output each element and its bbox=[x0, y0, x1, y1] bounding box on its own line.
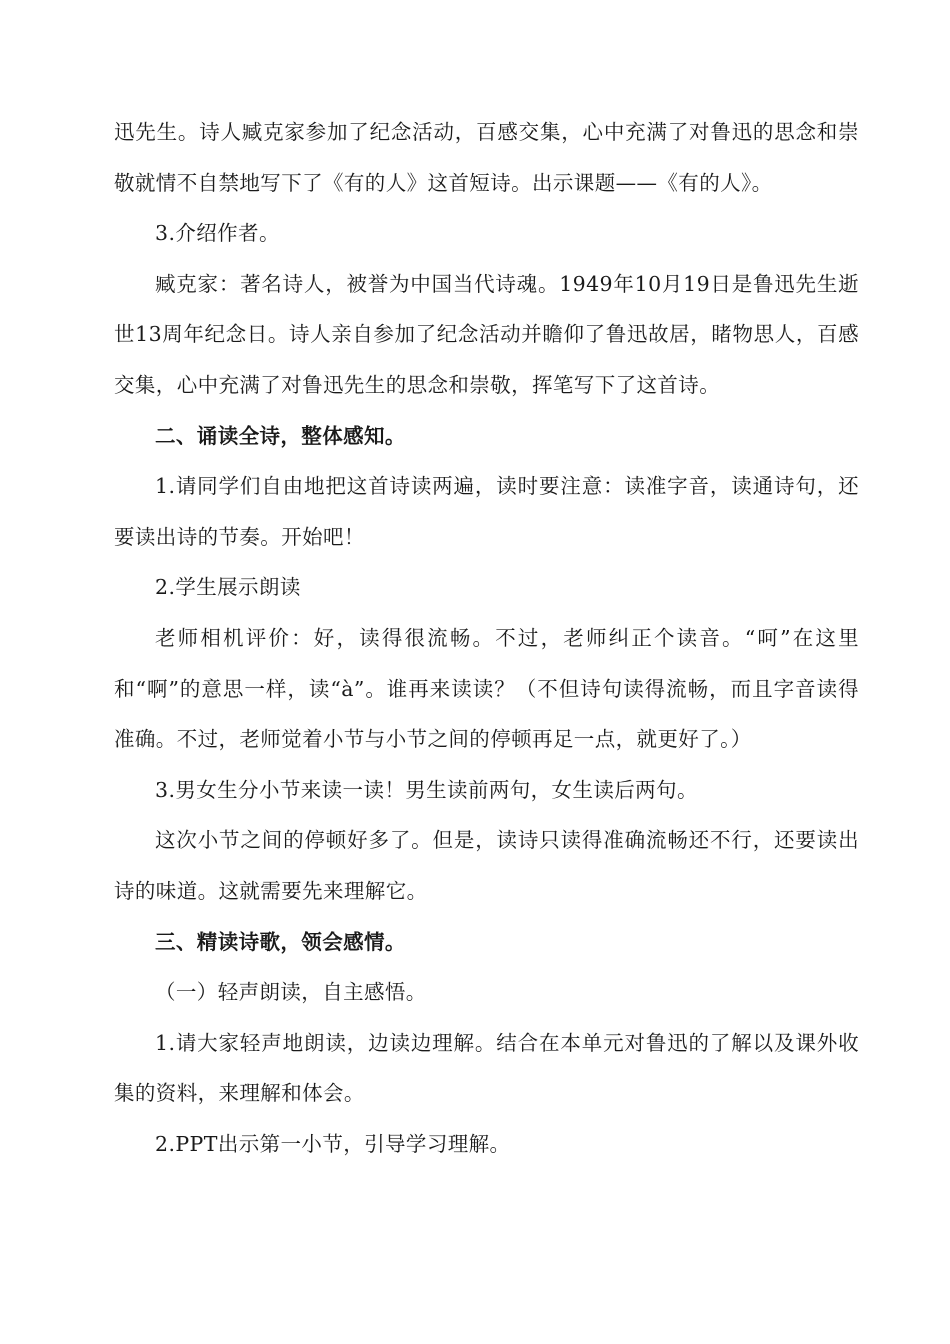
paragraph-introduce-author: 3.介绍作者。 bbox=[155, 221, 280, 246]
paragraph-ppt-section: 2.PPT出示第一小节，引导学习理解。 bbox=[155, 1131, 511, 1156]
section-heading-3: 三、精读诗歌，领会感情。 bbox=[155, 929, 406, 954]
paragraph-teacher-comment: 老师相机评价：好，读得很流畅。不过，老师纠正个读音。“呵”在这里和“啊”的意思一样，读“à”。谁再来读读？（不但诗句读得流畅，而且字音读得准确。不过，老师觉着小节与小节之间的停顿再足一点，就更好了。） bbox=[114, 625, 859, 752]
paragraph-quiet-reading: 1.请大家轻声地朗读，边读边理解。结合在本单元对鲁迅的了解以及课外收集的资料，来理解和体会。 bbox=[114, 1030, 859, 1106]
section-heading-2: 二、诵读全诗，整体感知。 bbox=[155, 423, 406, 448]
document-page bbox=[114, 107, 859, 1169]
paragraph-student-reading: 2.学生展示朗读 bbox=[155, 575, 301, 600]
subsection-heading-1: （一）轻声朗读，自主感悟。 bbox=[155, 980, 427, 1005]
paragraph-free-reading: 1.请同学们自由地把这首诗读两遍，读时要注意：读准字音，读通诗句，还要读出诗的节奏。开始吧！ bbox=[114, 474, 859, 549]
paragraph-pause-comment: 这次小节之间的停顿好多了。但是，读诗只读得准确流畅还不行，还要读出诗的味道。这就需要先来理解它。 bbox=[114, 828, 859, 903]
paragraph-group-reading: 3.男女生分小节来读一读！男生读前两句，女生读后两句。 bbox=[155, 777, 698, 802]
paragraph-continuation: 迅先生。诗人臧克家参加了纪念活动，百感交集，心中充满了对鲁迅的思念和崇敬就情不自禁地写下了《有的人》这首短诗。出示课题——《有的人》。 bbox=[114, 120, 859, 195]
paragraph-author-bio: 臧克家：著名诗人，被誉为中国当代诗魂。1949年10月19日是鲁迅先生逝世13周年纪念日。诗人亲自参加了纪念活动并瞻仰了鲁迅故居，睹物思人，百感交集，心中充满了对鲁迅先生的思念和崇敬，挥笔写下了这首诗。 bbox=[114, 271, 859, 397]
